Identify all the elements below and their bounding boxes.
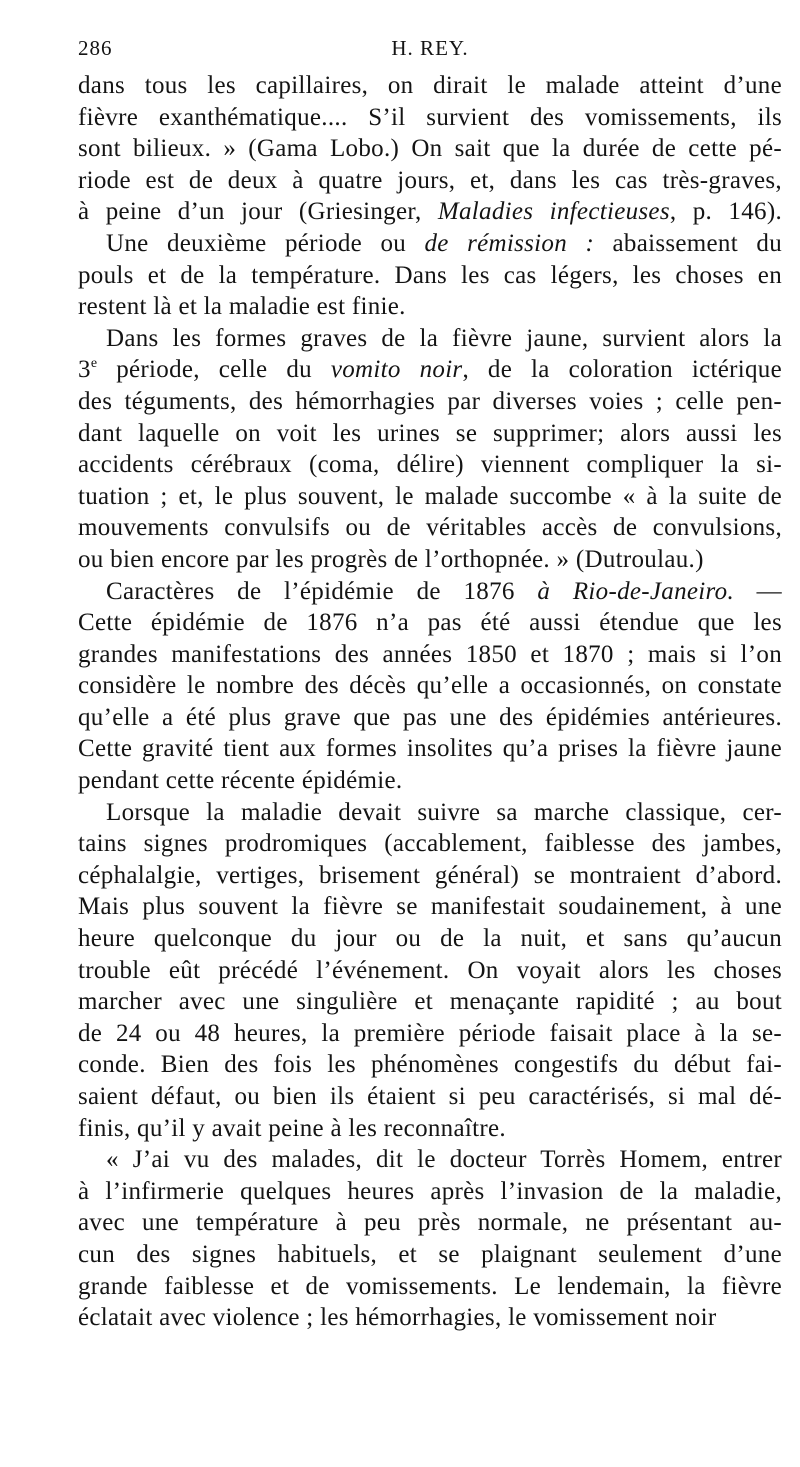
text-line: pendant cette récente épidémie.: [78, 767, 403, 795]
text-line: restent là et la maladie est finie.: [78, 293, 406, 321]
text-line: éclatait avec violence ; les hémorrhagies, le vomissement noir: [78, 1304, 717, 1332]
text-line: mouvements convulsifs ou de véritables accès de convulsions,: [78, 514, 782, 542]
text-line: céphalalgie, vertiges, brisement général) se montraient d’abord.: [78, 861, 782, 889]
italic-text: Maladies infectieuses: [437, 198, 670, 226]
text-line: à peine d’un jour (Griesinger, Maladies infectieuses, p. 146).: [78, 198, 782, 226]
text-line: de 24 ou 48 heures, la première période faisait place à la se-: [78, 1019, 782, 1047]
text-line: cun des signes habituels, et se plaignant seulement d’une: [78, 1240, 782, 1268]
text-line: saient défaut, ou bien ils étaient si peu caractérisés, si mal dé-: [78, 1083, 782, 1110]
text-line: Cette gravité tient aux formes insolites qu’a prises la fièvre jaune: [78, 735, 782, 763]
italic-text: à Rio-de-Janeiro.: [537, 577, 734, 605]
text-line: trouble eût précédé l’événement. On voyait alors les choses: [78, 956, 782, 984]
text-line: qu’elle a été plus grave que pas une des épidémies antérieures.: [78, 703, 782, 731]
ordinal-superscript: e: [90, 356, 98, 372]
text-line: finis, qu’il y avait peine à les reconnaître.: [78, 1114, 506, 1142]
text-line: pouls et de la température. Dans les cas légers, les choses en: [78, 261, 782, 289]
text-line: dant laquelle on voit les urines se supprimer; alors aussi les: [78, 419, 782, 447]
text-line: grande faiblesse et de vomissements. Le lendemain, la fièvre: [78, 1272, 782, 1300]
text-line: des téguments, des hémorrhagies par diverses voies ; celle pen-: [78, 387, 782, 415]
text-line: accidents cérébraux (coma, délire) viennent compliquer la si-: [78, 451, 782, 479]
text-line: « J’ai vu des malades, dit le docteur Torrès Homem, entrer: [106, 1146, 782, 1174]
text-line: Cette épidémie de 1876 n’a pas été aussi étendue que les: [78, 609, 782, 637]
text-line: 3e période, celle du vomito noir, de la coloration ictérique: [78, 356, 782, 384]
text-line: riode est de deux à quatre jours, et, dans les cas très-graves,: [78, 166, 782, 194]
running-head: [78, 36, 782, 66]
italic-text: de rémission :: [424, 229, 595, 257]
page-number: 286: [78, 36, 113, 60]
text-line: heure quelconque du jour ou de la nuit, et sans qu’aucun: [78, 925, 782, 953]
text-line: dans tous les capillaires, on dirait le malade atteint d’une: [78, 72, 782, 99]
text-line: considère le nombre des décès qu’elle a occasionnés, on constate: [78, 672, 782, 700]
running-head-author: H. REY.: [391, 36, 469, 60]
text-line: marcher avec une singulière et menaçante rapidité ; au bout: [78, 988, 782, 1016]
text-line: Caractères de l’épidémie de 1876 à Rio-de-Janeiro. —: [106, 577, 782, 605]
text-line: Une deuxième période ou de rémission : abaissement du: [106, 229, 782, 257]
body-text: [78, 70, 782, 1334]
text-line: tuation ; et, le plus souvent, le malade succombe « à la suite de: [78, 482, 782, 510]
text-line: avec une température à peu près normale, ne présentant au-: [78, 1209, 782, 1237]
text-line: Lorsque la maladie devait suivre sa marche classique, cer-: [106, 798, 782, 826]
italic-text: vomito noir: [330, 356, 463, 384]
text-line: conde. Bien des fois les phénomènes congestifs du début fai-: [78, 1051, 782, 1079]
text-line: tains signes prodromiques (accablement, faiblesse des jambes,: [78, 830, 782, 858]
text-line: fièvre exanthématique.... S’il survient des vomissements, ils: [78, 103, 782, 131]
text-line: à l’infirmerie quelques heures après l’invasion de la maladie,: [78, 1177, 782, 1205]
text-line: Mais plus souvent la fièvre se manifestait soudainement, à une: [78, 893, 782, 921]
text-line: Dans les formes graves de la fièvre jaune, survient alors la: [106, 324, 782, 352]
text-line: grandes manifestations des années 1850 et 1870 ; mais si l’on: [78, 640, 782, 668]
text-line: ou bien encore par les progrès de l’orthopnée. » (Dutroulau.): [78, 545, 704, 573]
text-line: sont bilieux. » (Gama Lobo.) On sait que la durée de cette pé-: [78, 135, 782, 163]
